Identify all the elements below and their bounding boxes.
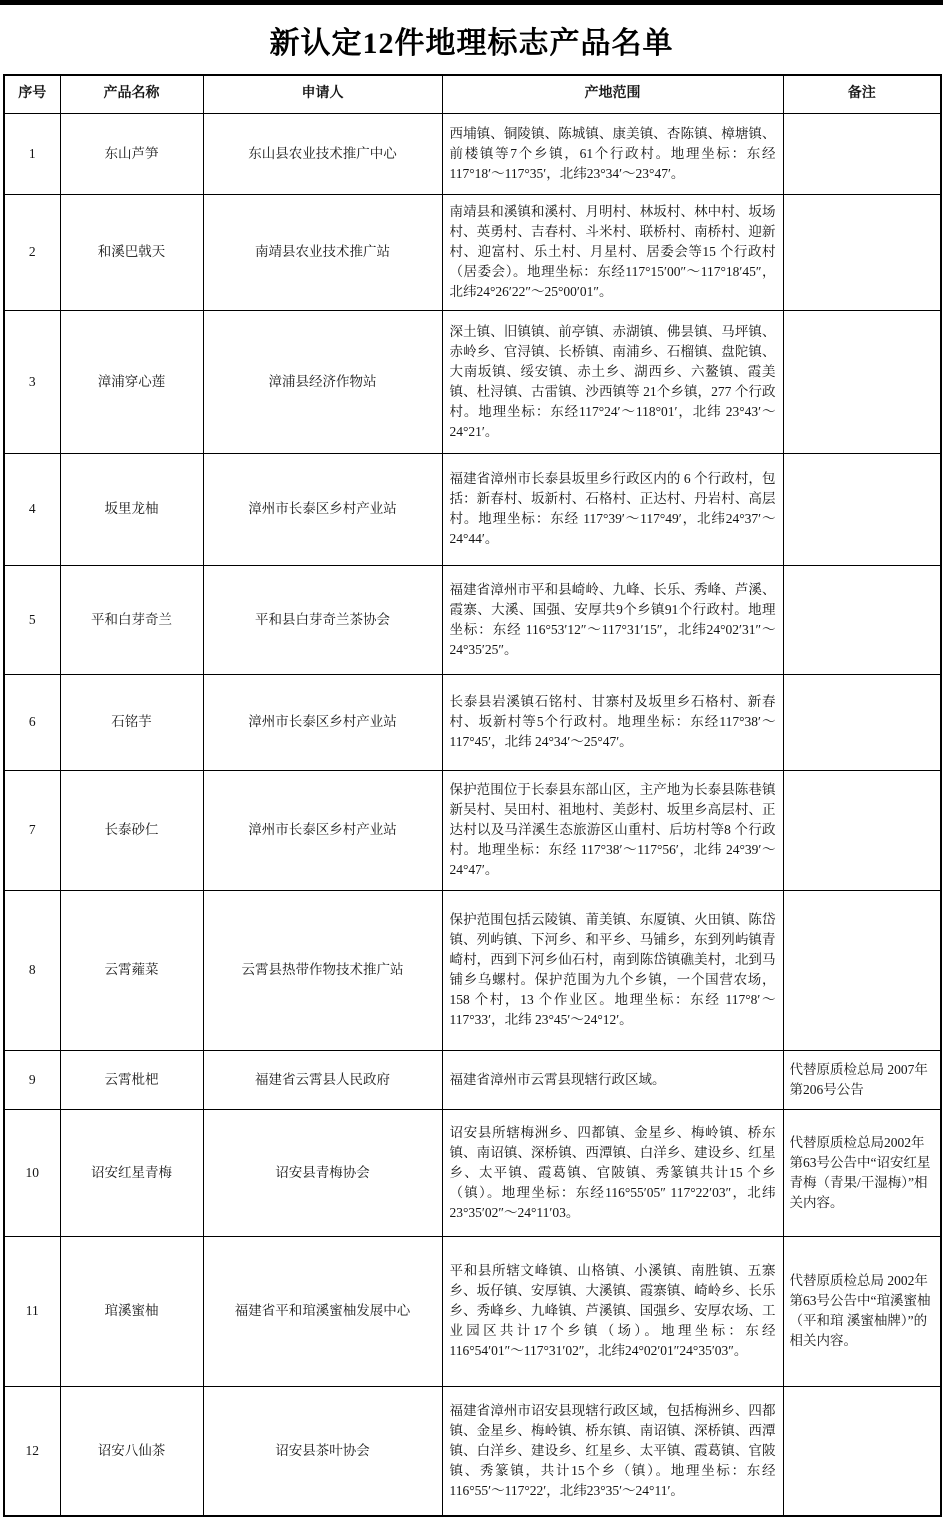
cell-seq: 7 [4,770,60,890]
table-row [4,1386,941,1516]
header-remark: 备注 [783,75,941,113]
cell-scope: 福建省漳州市平和县崎岭、九峰、长乐、秀峰、芦溪、霞寨、大溪、国强、安厚共9个乡镇91个行政村。地理坐标：东经 116°53′12″～117°31′15″，北纬24°02′31″～24°35′25″。 [442,565,783,674]
cell-product-name: 诏安八仙茶 [60,1386,203,1516]
cell-seq: 12 [4,1386,60,1516]
cell-applicant: 漳州市长泰区乡村产业站 [203,674,442,770]
cell-product-name: 云霄枇杷 [60,1050,203,1109]
cell-scope: 诏安县所辖梅洲乡、四都镇、金星乡、梅岭镇、桥东镇、南诏镇、深桥镇、西潭镇、白洋乡、建设乡、红星乡、太平镇、霞葛镇、官陂镇、秀篆镇共计15 个乡（镇）。地理坐标：东经116°55′05″ 117°22′03″，北纬23°35′02″～24°11′03。 [442,1109,783,1236]
cell-remark [783,890,941,1050]
table-row [4,453,941,565]
cell-applicant: 漳州市长泰区乡村产业站 [203,453,442,565]
cell-product-name: 长泰砂仁 [60,770,203,890]
cell-product-name: 坂里龙柚 [60,453,203,565]
cell-remark [783,113,941,194]
cell-product-name: 石铭芋 [60,674,203,770]
cell-remark [783,1386,941,1516]
cell-remark: 代替原质检总局2002年第63号公告中“诏安红星青梅（青果/干湿梅）”相关内容。 [783,1109,941,1236]
cell-applicant: 诏安县青梅协会 [203,1109,442,1236]
cell-remark [783,194,941,310]
cell-scope: 深土镇、旧镇镇、前亭镇、赤湖镇、佛昙镇、马坪镇、赤岭乡、官浔镇、长桥镇、南浦乡、石榴镇、盘陀镇、大南坂镇、绥安镇、赤土乡、湖西乡、六鳌镇、霞美镇、杜浔镇、古雷镇、沙西镇等 21个乡镇，277 个行政村。地理坐标：东经117°24′～118°01′，北纬 23°43′～24°21′。 [442,310,783,453]
cell-remark: 代替原质检总局 2002年第63号公告中“琯溪蜜柚（平和琯 溪蜜柚牌）”的相关内容。 [783,1236,941,1386]
cell-scope: 福建省漳州市长泰县坂里乡行政区内的 6 个行政村，包括：新春村、坂新村、石格村、正达村、丹岩村、高层村。地理坐标：东经 117°39′～117°49′，北纬24°37′～24°44′。 [442,453,783,565]
cell-seq: 1 [4,113,60,194]
cell-scope: 平和县所辖文峰镇、山格镇、小溪镇、南胜镇、五寨乡、坂仔镇、安厚镇、大溪镇、霞寨镇、崎岭乡、长乐乡、秀峰乡、九峰镇、芦溪镇、国强乡、安厚农场、工业园区共计17个乡镇（场）。地理坐标：东经 116°54′01″～117°31′02″，北纬24°02′01″24°35′03″。 [442,1236,783,1386]
cell-scope: 长泰县岩溪镇石铭村、甘寨村及坂里乡石格村、新春村、坂新村等5个行政村。地理坐标：东经117°38′～117°45′，北纬 24°34′～25°47′。 [442,674,783,770]
cell-product-name: 诏安红星青梅 [60,1109,203,1236]
cell-seq: 4 [4,453,60,565]
header-seq: 序号 [4,75,60,113]
cell-seq: 6 [4,674,60,770]
cell-seq: 9 [4,1050,60,1109]
cell-remark [783,674,941,770]
cell-scope: 保护范围位于长泰县东部山区，主产地为长泰县陈巷镇新吴村、吴田村、祖地村、美彭村、坂里乡高层村、正达村以及马洋溪生态旅游区山重村、后坊村等8 个行政村。地理坐标：东经 117°38′～117°56′，北纬 24°39′～24°47′。 [442,770,783,890]
cell-product-name: 东山芦笋 [60,113,203,194]
table-row [4,565,941,674]
cell-remark [783,310,941,453]
cell-remark [783,770,941,890]
cell-scope: 保护范围包括云陵镇、莆美镇、东厦镇、火田镇、陈岱镇、列屿镇、下河乡、和平乡、马铺乡，东到列屿镇青崎村，西到下河乡仙石村，南到陈岱镇礁美村，北到马铺乡乌螺村。保护范围为九个乡镇，一个国营农场，158 个村，13 个作业区。地理坐标：东经 117°8′～117°33′，北纬 23°45′～24°12′。 [442,890,783,1050]
header-applicant: 申请人 [203,75,442,113]
cell-applicant: 福建省云霄县人民政府 [203,1050,442,1109]
page-title: 新认定12件地理标志产品名单 [269,27,674,60]
cell-applicant: 漳州市长泰区乡村产业站 [203,770,442,890]
cell-product-name: 云霄蕹菜 [60,890,203,1050]
table-row [4,194,941,310]
cell-seq: 3 [4,310,60,453]
cell-applicant: 东山县农业技术推广中心 [203,113,442,194]
cell-product-name: 琯溪蜜柚 [60,1236,203,1386]
cell-scope: 福建省漳州市云霄县现辖行政区域。 [442,1050,783,1109]
table-row [4,113,941,194]
cell-remark: 代替原质检总局 2007年第206号公告 [783,1050,941,1109]
cell-seq: 10 [4,1109,60,1236]
table-row [4,890,941,1050]
cell-scope: 福建省漳州市诏安县现辖行政区域，包括梅洲乡、四都镇、金星乡、梅岭镇、桥东镇、南诏镇、深桥镇、西潭镇、白洋乡、建设乡、红星乡、太平镇、霞葛镇、官陂镇、秀篆镇，共计15个乡（镇）。地理坐标：东经 116°55′～117°22′，北纬23°35′～24°11′。 [442,1386,783,1516]
cell-scope: 西埔镇、铜陵镇、陈城镇、康美镇、杏陈镇、樟塘镇、前楼镇等7个乡镇，61个行政村。地理坐标：东经 117°18′～117°35′，北纬23°34′～23°47′。 [442,113,783,194]
table-row [4,1050,941,1109]
cell-product-name: 平和白芽奇兰 [60,565,203,674]
gi-products-table [3,74,942,1517]
cell-seq: 2 [4,194,60,310]
table-row [4,770,941,890]
cell-seq: 5 [4,565,60,674]
header-product-name: 产品名称 [60,75,203,113]
table-row [4,1109,941,1236]
header-scope: 产地范围 [442,75,783,113]
cell-applicant: 南靖县农业技术推广站 [203,194,442,310]
cell-seq: 11 [4,1236,60,1386]
cell-product-name: 和溪巴戟天 [60,194,203,310]
table-row [4,674,941,770]
table-row [4,1236,941,1386]
cell-remark [783,453,941,565]
table-header-row [4,75,941,113]
cell-applicant: 平和县白芽奇兰茶协会 [203,565,442,674]
cell-applicant: 福建省平和琯溪蜜柚发展中心 [203,1236,442,1386]
cell-seq: 8 [4,890,60,1050]
cell-product-name: 漳浦穿心莲 [60,310,203,453]
cell-remark [783,565,941,674]
table-row [4,310,941,453]
cell-scope: 南靖县和溪镇和溪村、月明村、林坂村、林中村、坂场村、英勇村、吉春村、斗米村、联桥村、南桥村、迎新村、迎富村、乐土村、月星村、居委会等15 个行政村（居委会）。地理坐标：东经117°15′00″～117°18′45″，北纬24°26′22″～25°00′01″。 [442,194,783,310]
cell-applicant: 诏安县茶叶协会 [203,1386,442,1516]
cell-applicant: 云霄县热带作物技术推广站 [203,890,442,1050]
cell-applicant: 漳浦县经济作物站 [203,310,442,453]
